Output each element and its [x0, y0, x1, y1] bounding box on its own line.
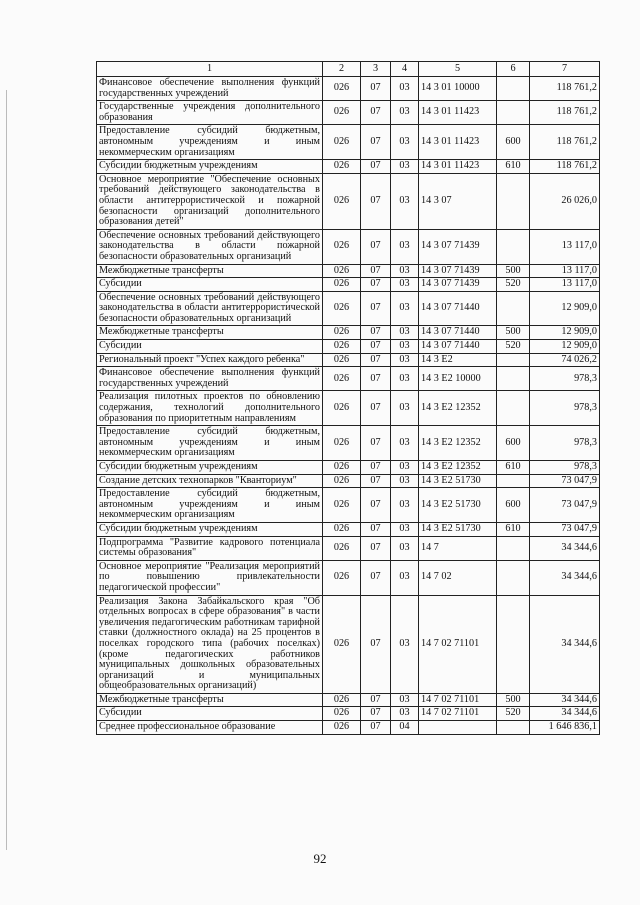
row-vr-cell — [497, 560, 530, 595]
row-sum-cell: 34 344,6 — [530, 536, 600, 560]
row-pr-cell: 03 — [391, 264, 419, 278]
row-ved-cell: 026 — [323, 291, 361, 326]
row-csr-cell: 14 3 E2 51730 — [419, 522, 497, 536]
row-ved-cell: 026 — [323, 173, 361, 229]
row-vr-cell — [497, 101, 530, 125]
row-ved-cell: 026 — [323, 353, 361, 367]
row-vr-cell: 520 — [497, 707, 530, 721]
page-number: 92 — [313, 851, 327, 866]
row-vr-cell: 600 — [497, 125, 530, 160]
row-ved-cell: 026 — [323, 560, 361, 595]
row-csr-cell: 14 7 — [419, 536, 497, 560]
row-vr-cell: 520 — [497, 278, 530, 292]
row-pr-cell: 03 — [391, 461, 419, 475]
row-sum-cell: 978,3 — [530, 426, 600, 461]
row-pr-cell: 03 — [391, 173, 419, 229]
row-vr-cell — [497, 474, 530, 488]
row-rz-cell: 07 — [361, 173, 391, 229]
table-row — [97, 595, 600, 693]
row-csr-cell: 14 3 01 11423 — [419, 101, 497, 125]
row-sum-cell: 978,3 — [530, 391, 600, 426]
row-name-cell: Реализация пилотных проектов по обновлению содержания, технологий дополнительного образования по приоритетным направлениям — [97, 391, 323, 426]
table-row — [97, 264, 600, 278]
row-csr-cell: 14 3 E2 12352 — [419, 426, 497, 461]
row-sum-cell: 12 909,0 — [530, 340, 600, 354]
row-name-cell: Основное мероприятие "Обеспечение основных требований действующего законодательства в области антитеррористической и пожарной безопасности организаций дополнительного образования детей" — [97, 173, 323, 229]
row-name-cell: Предоставление субсидий бюджетным, автономным учреждениям и иным некоммерческим организациям — [97, 426, 323, 461]
row-vr-cell — [497, 229, 530, 264]
row-name-cell: Реализация Закона Забайкальского края "Об отдельных вопросах в сфере образования" в части увеличения педагогическим работникам тарифной ставки (должностного оклада) на 25 процентов в поселках городского типа (рабочих поселках) (кроме педагогических работников муниципальных дошкольных образовательных организаций и муниципальных общеобразовательных организаций) — [97, 595, 323, 693]
row-ved-cell: 026 — [323, 367, 361, 391]
row-name-cell: Предоставление субсидий бюджетным, автономным учреждениям и иным некоммерческим организациям — [97, 125, 323, 160]
row-sum-cell: 12 909,0 — [530, 291, 600, 326]
row-rz-cell: 07 — [361, 391, 391, 426]
row-ved-cell: 026 — [323, 77, 361, 101]
row-sum-cell: 13 117,0 — [530, 229, 600, 264]
table-row — [97, 340, 600, 354]
row-vr-cell: 600 — [497, 426, 530, 461]
row-rz-cell: 07 — [361, 595, 391, 693]
row-sum-cell: 118 761,2 — [530, 125, 600, 160]
row-rz-cell: 07 — [361, 522, 391, 536]
row-ved-cell: 026 — [323, 426, 361, 461]
row-name-cell: Межбюджетные трансферты — [97, 326, 323, 340]
row-pr-cell: 03 — [391, 391, 419, 426]
row-csr-cell: 14 3 07 — [419, 173, 497, 229]
row-csr-cell: 14 3 E2 51730 — [419, 474, 497, 488]
row-ved-cell: 026 — [323, 326, 361, 340]
row-ved-cell: 026 — [323, 474, 361, 488]
row-pr-cell: 03 — [391, 353, 419, 367]
row-csr-cell: 14 3 07 71439 — [419, 229, 497, 264]
row-vr-cell — [497, 291, 530, 326]
row-pr-cell: 03 — [391, 560, 419, 595]
row-rz-cell: 07 — [361, 353, 391, 367]
row-ved-cell: 026 — [323, 391, 361, 426]
row-rz-cell: 07 — [361, 426, 391, 461]
row-rz-cell: 07 — [361, 326, 391, 340]
row-vr-cell: 610 — [497, 461, 530, 475]
table-row — [97, 560, 600, 595]
table-row — [97, 391, 600, 426]
row-rz-cell: 07 — [361, 367, 391, 391]
row-name-cell: Основное мероприятие "Реализация мероприятий по повышению привлекательности педагогической профессии" — [97, 560, 323, 595]
table-row — [97, 522, 600, 536]
row-rz-cell: 07 — [361, 291, 391, 326]
row-pr-cell: 03 — [391, 522, 419, 536]
row-vr-cell — [497, 391, 530, 426]
row-ved-cell: 026 — [323, 340, 361, 354]
row-ved-cell: 026 — [323, 264, 361, 278]
row-pr-cell: 03 — [391, 488, 419, 523]
row-pr-cell: 03 — [391, 536, 419, 560]
row-sum-cell: 118 761,2 — [530, 160, 600, 174]
row-vr-cell — [497, 721, 530, 735]
row-ved-cell: 026 — [323, 488, 361, 523]
row-name-cell: Среднее профессиональное образование — [97, 721, 323, 735]
row-rz-cell: 07 — [361, 474, 391, 488]
row-pr-cell: 03 — [391, 693, 419, 707]
row-sum-cell: 978,3 — [530, 461, 600, 475]
row-ved-cell: 026 — [323, 160, 361, 174]
row-sum-cell: 73 047,9 — [530, 474, 600, 488]
row-sum-cell: 118 761,2 — [530, 101, 600, 125]
row-pr-cell: 03 — [391, 474, 419, 488]
table-header-row — [97, 62, 600, 77]
table-row — [97, 125, 600, 160]
row-rz-cell: 07 — [361, 77, 391, 101]
row-name-cell: Межбюджетные трансферты — [97, 693, 323, 707]
table-row — [97, 353, 600, 367]
row-rz-cell: 07 — [361, 693, 391, 707]
row-ved-cell: 026 — [323, 461, 361, 475]
row-pr-cell: 04 — [391, 721, 419, 735]
row-pr-cell: 03 — [391, 426, 419, 461]
row-pr-cell: 03 — [391, 229, 419, 264]
row-name-cell: Финансовое обеспечение выполнения функций государственных учреждений — [97, 77, 323, 101]
row-rz-cell: 07 — [361, 461, 391, 475]
row-sum-cell: 978,3 — [530, 367, 600, 391]
table-row — [97, 707, 600, 721]
row-csr-cell: 14 7 02 71101 — [419, 707, 497, 721]
table-row — [97, 721, 600, 735]
row-ved-cell: 026 — [323, 707, 361, 721]
row-name-cell: Региональный проект "Успех каждого ребенка" — [97, 353, 323, 367]
row-sum-cell: 34 344,6 — [530, 560, 600, 595]
row-vr-cell — [497, 77, 530, 101]
row-name-cell: Государственные учреждения дополнительного образования — [97, 101, 323, 125]
table-row — [97, 173, 600, 229]
row-name-cell: Предоставление субсидий бюджетным, автономным учреждениям и иным некоммерческим организациям — [97, 488, 323, 523]
row-csr-cell: 14 3 E2 10000 — [419, 367, 497, 391]
row-ved-cell: 026 — [323, 125, 361, 160]
row-name-cell: Межбюджетные трансферты — [97, 264, 323, 278]
row-vr-cell: 520 — [497, 340, 530, 354]
table-row — [97, 291, 600, 326]
row-sum-cell: 1 646 836,1 — [530, 721, 600, 735]
row-rz-cell: 07 — [361, 707, 391, 721]
row-ved-cell: 026 — [323, 693, 361, 707]
row-rz-cell: 07 — [361, 160, 391, 174]
table-row — [97, 229, 600, 264]
row-ved-cell: 026 — [323, 101, 361, 125]
row-vr-cell — [497, 173, 530, 229]
row-ved-cell: 026 — [323, 522, 361, 536]
header-cell-name: 1 — [97, 62, 323, 77]
row-csr-cell: 14 3 07 71440 — [419, 340, 497, 354]
row-pr-cell: 03 — [391, 278, 419, 292]
table-row — [97, 693, 600, 707]
row-pr-cell: 03 — [391, 291, 419, 326]
row-vr-cell: 610 — [497, 160, 530, 174]
row-name-cell: Подпрограмма "Развитие кадрового потенциала системы образования" — [97, 536, 323, 560]
row-sum-cell: 34 344,6 — [530, 707, 600, 721]
row-rz-cell: 07 — [361, 560, 391, 595]
row-name-cell: Обеспечение основных требований действующего законодательства в области пожарной безопасности образовательных организаций — [97, 229, 323, 264]
row-sum-cell: 26 026,0 — [530, 173, 600, 229]
table-row — [97, 474, 600, 488]
row-rz-cell: 07 — [361, 721, 391, 735]
row-name-cell: Обеспечение основных требований действующего законодательства в области антитеррористической безопасности образовательных организаций — [97, 291, 323, 326]
row-sum-cell: 74 026,2 — [530, 353, 600, 367]
row-sum-cell: 118 761,2 — [530, 77, 600, 101]
row-csr-cell: 14 3 E2 51730 — [419, 488, 497, 523]
row-vr-cell: 610 — [497, 522, 530, 536]
table-row — [97, 160, 600, 174]
row-sum-cell: 12 909,0 — [530, 326, 600, 340]
row-pr-cell: 03 — [391, 160, 419, 174]
row-rz-cell: 07 — [361, 340, 391, 354]
row-csr-cell: 14 7 02 71101 — [419, 595, 497, 693]
row-name-cell: Создание детских технопарков "Кванториум" — [97, 474, 323, 488]
table-row — [97, 536, 600, 560]
row-pr-cell: 03 — [391, 326, 419, 340]
table-row — [97, 278, 600, 292]
row-csr-cell: 14 3 E2 12352 — [419, 461, 497, 475]
row-csr-cell: 14 3 01 11423 — [419, 125, 497, 160]
row-csr-cell: 14 3 01 10000 — [419, 77, 497, 101]
row-name-cell: Субсидии бюджетным учреждениям — [97, 522, 323, 536]
row-rz-cell: 07 — [361, 125, 391, 160]
row-vr-cell — [497, 367, 530, 391]
table-row — [97, 426, 600, 461]
header-cell-ved: 2 — [323, 62, 361, 77]
row-sum-cell: 34 344,6 — [530, 595, 600, 693]
row-rz-cell: 07 — [361, 264, 391, 278]
row-vr-cell: 500 — [497, 326, 530, 340]
row-pr-cell: 03 — [391, 101, 419, 125]
row-csr-cell: 14 7 02 71101 — [419, 693, 497, 707]
row-ved-cell: 026 — [323, 229, 361, 264]
row-csr-cell: 14 3 07 71439 — [419, 278, 497, 292]
row-vr-cell — [497, 353, 530, 367]
row-vr-cell — [497, 595, 530, 693]
row-vr-cell: 500 — [497, 693, 530, 707]
row-pr-cell: 03 — [391, 707, 419, 721]
row-csr-cell: 14 7 02 — [419, 560, 497, 595]
row-csr-cell: 14 3 E2 — [419, 353, 497, 367]
row-name-cell: Субсидии бюджетным учреждениям — [97, 461, 323, 475]
row-csr-cell: 14 3 E2 12352 — [419, 391, 497, 426]
row-sum-cell: 13 117,0 — [530, 264, 600, 278]
row-pr-cell: 03 — [391, 77, 419, 101]
row-ved-cell: 026 — [323, 721, 361, 735]
row-csr-cell: 14 3 07 71440 — [419, 291, 497, 326]
row-ved-cell: 026 — [323, 536, 361, 560]
scan-edge-mark — [6, 90, 7, 850]
row-rz-cell: 07 — [361, 536, 391, 560]
row-vr-cell — [497, 536, 530, 560]
budget-table — [96, 61, 600, 735]
row-csr-cell: 14 3 07 71439 — [419, 264, 497, 278]
row-csr-cell: 14 3 01 11423 — [419, 160, 497, 174]
row-rz-cell: 07 — [361, 101, 391, 125]
row-rz-cell: 07 — [361, 488, 391, 523]
row-name-cell: Субсидии бюджетным учреждениям — [97, 160, 323, 174]
table-row — [97, 77, 600, 101]
row-pr-cell: 03 — [391, 125, 419, 160]
row-ved-cell: 026 — [323, 278, 361, 292]
header-cell-vr: 6 — [497, 62, 530, 77]
row-vr-cell: 600 — [497, 488, 530, 523]
table-row — [97, 326, 600, 340]
row-sum-cell: 73 047,9 — [530, 522, 600, 536]
row-ved-cell: 026 — [323, 595, 361, 693]
header-cell-sum: 7 — [530, 62, 600, 77]
table-row — [97, 488, 600, 523]
table-row — [97, 367, 600, 391]
row-name-cell: Финансовое обеспечение выполнения функций государственных учреждений — [97, 367, 323, 391]
row-name-cell: Субсидии — [97, 340, 323, 354]
row-sum-cell: 34 344,6 — [530, 693, 600, 707]
row-name-cell: Субсидии — [97, 707, 323, 721]
header-cell-rz: 3 — [361, 62, 391, 77]
row-rz-cell: 07 — [361, 229, 391, 264]
row-csr-cell: 14 3 07 71440 — [419, 326, 497, 340]
row-rz-cell: 07 — [361, 278, 391, 292]
row-vr-cell: 500 — [497, 264, 530, 278]
row-name-cell: Субсидии — [97, 278, 323, 292]
table-row — [97, 461, 600, 475]
header-cell-pr: 4 — [391, 62, 419, 77]
row-pr-cell: 03 — [391, 595, 419, 693]
row-pr-cell: 03 — [391, 340, 419, 354]
row-sum-cell: 73 047,9 — [530, 488, 600, 523]
table-row — [97, 101, 600, 125]
row-pr-cell: 03 — [391, 367, 419, 391]
row-sum-cell: 13 117,0 — [530, 278, 600, 292]
row-csr-cell — [419, 721, 497, 735]
header-cell-csr: 5 — [419, 62, 497, 77]
